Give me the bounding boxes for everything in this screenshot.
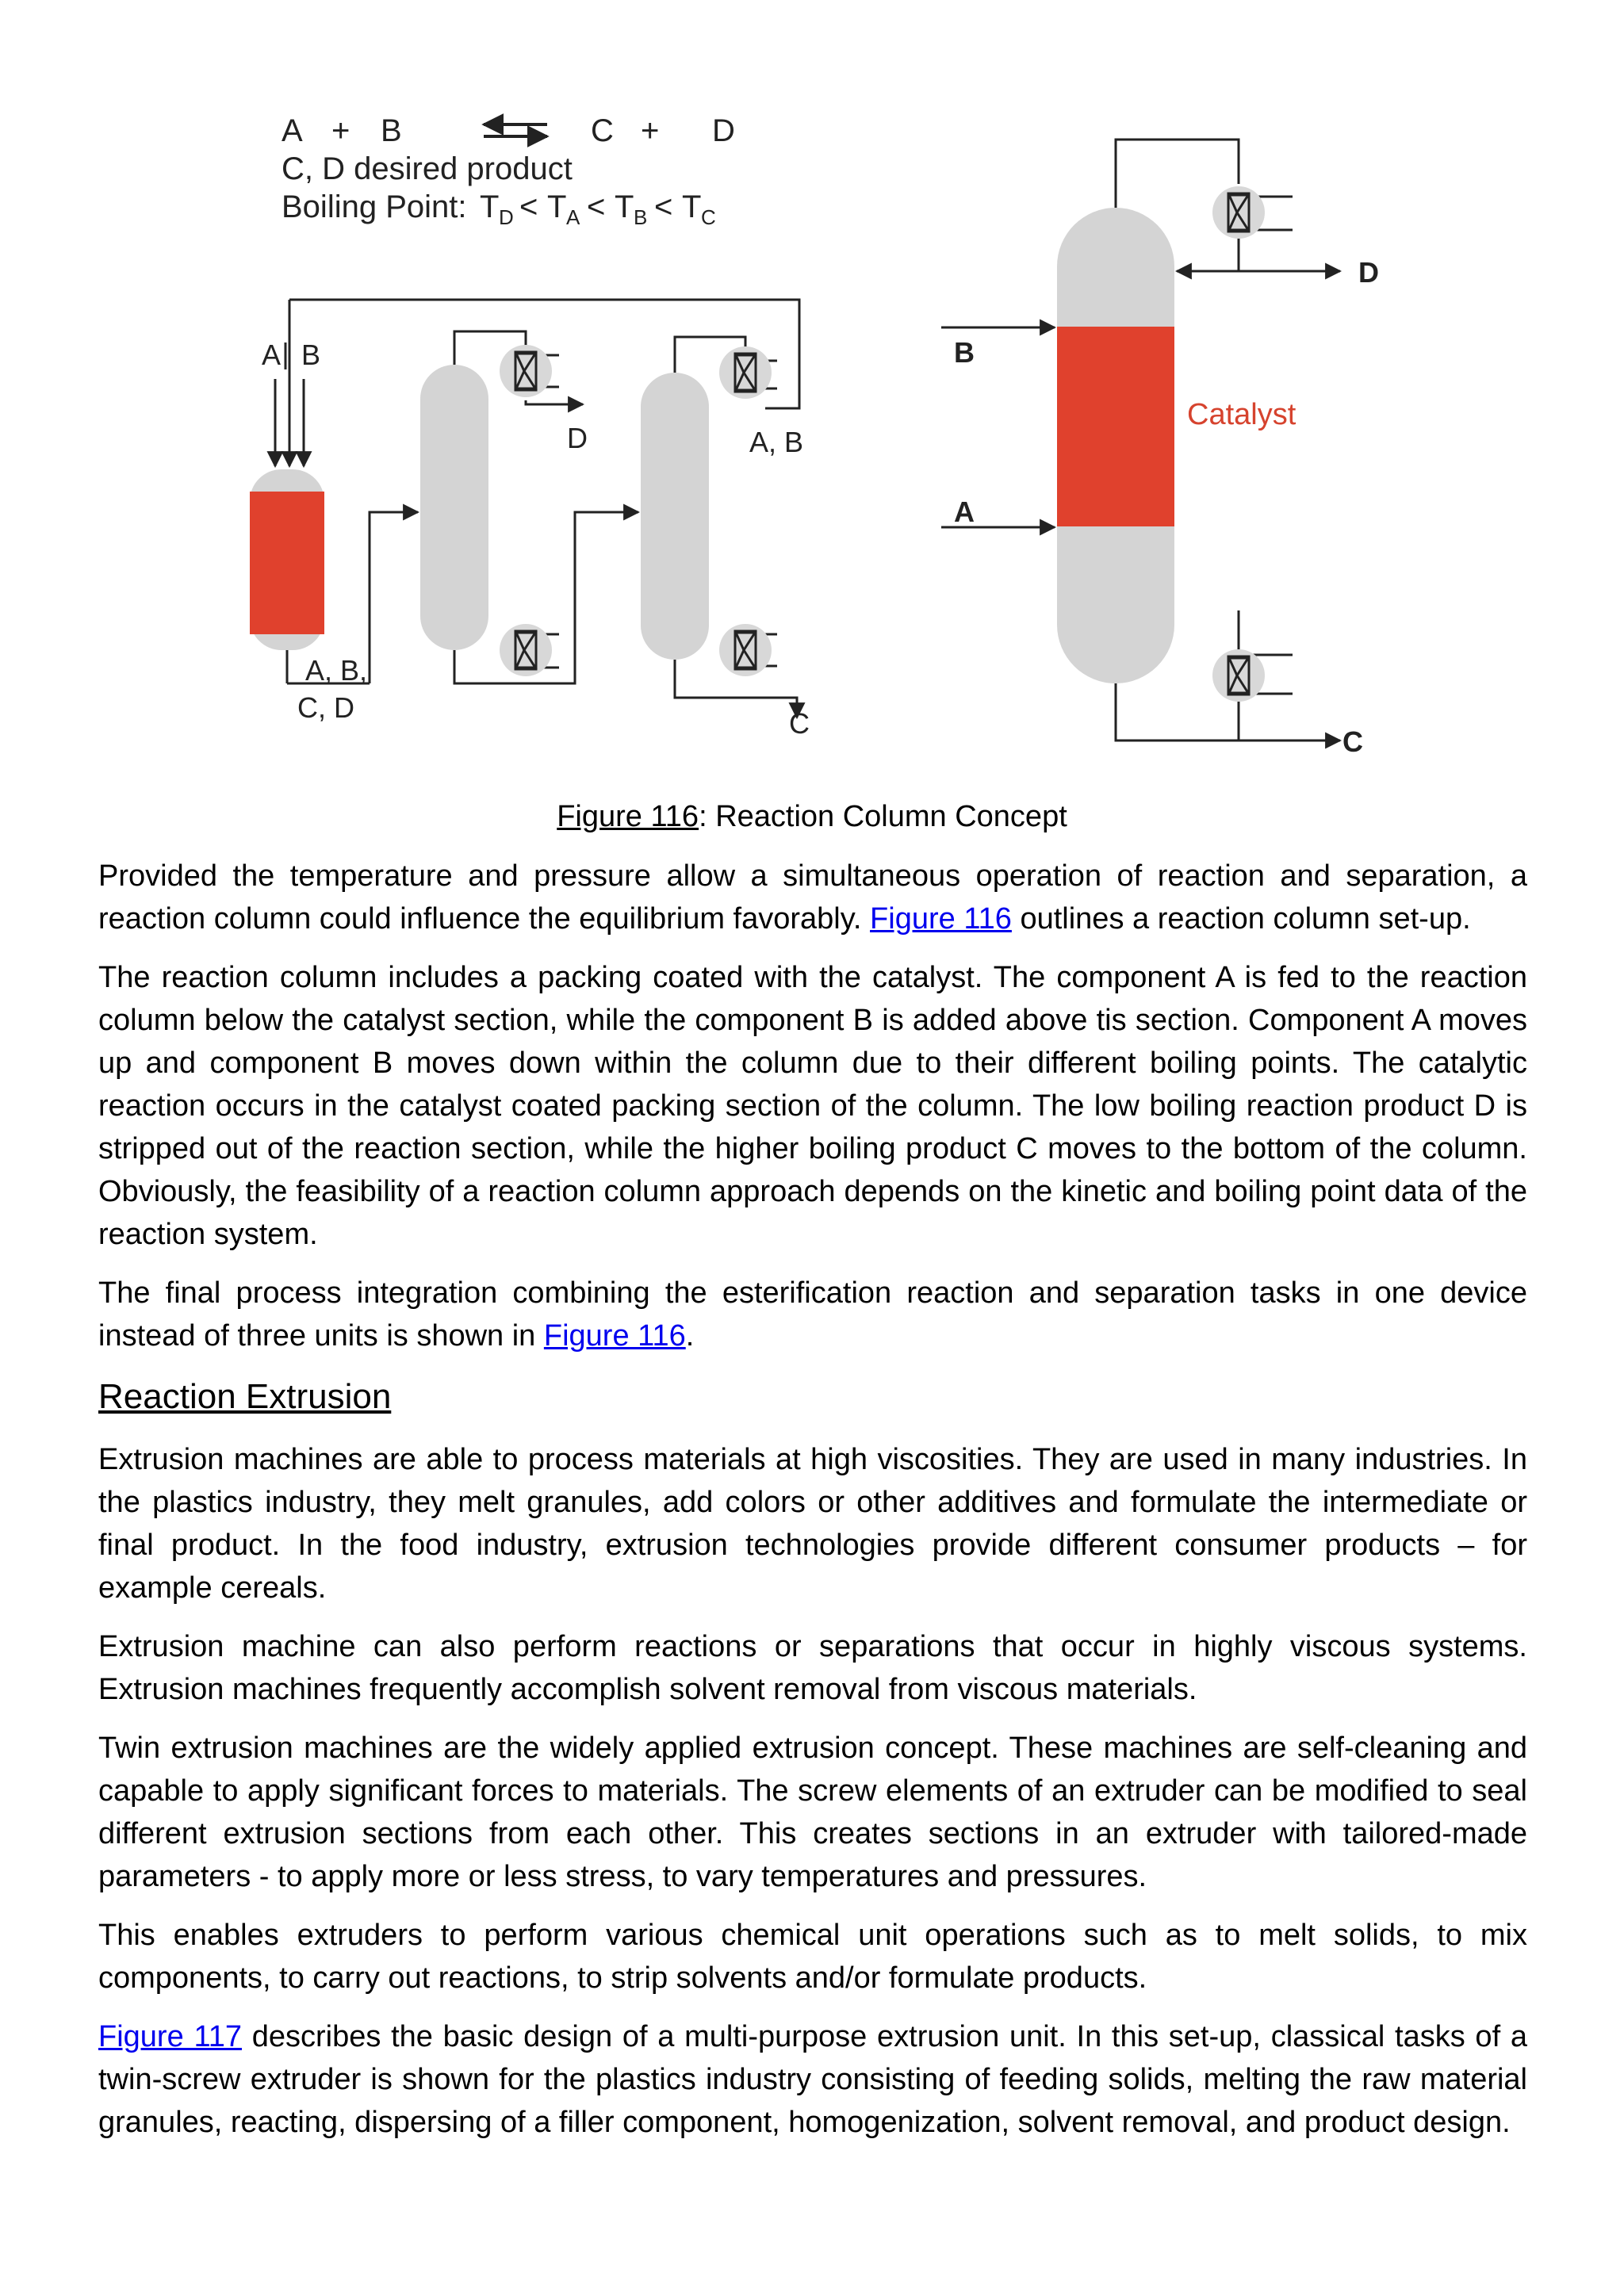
eq-c: C (591, 113, 614, 148)
left-feed-b-label: B (301, 339, 321, 371)
eq-d: D (712, 113, 735, 148)
paragraph-8-text: describes the basic design of a multi-purpose extrusion unit. In this set-up, classical tasks of a twin-screw extruder is shown for the plastics industry consisting of feeding solids, melting the raw material granules, reacting, dispersing of a filler component, homogenization, solvent removal, and product design. (98, 2020, 1527, 2139)
figure-116-link-2[interactable]: Figure 116 (543, 1319, 686, 1353)
col2-bottom-product-label: C (789, 707, 810, 740)
figure-116-diagram (0, 0, 1624, 793)
catalyst-section (1057, 327, 1174, 526)
distillation-column-2 (641, 373, 709, 660)
condenser-3-icon (1212, 186, 1265, 239)
figure-caption (0, 795, 1624, 838)
reboiler-1-icon (500, 624, 552, 676)
paragraph-7: This enables extruders to perform various chemical unit operations such as to melt solids, to mix components, to carry out reactions, to strip solvents and/or formulate products. (98, 1919, 1527, 1995)
reaction-column (1057, 208, 1174, 683)
equilibrium-arrows-icon (484, 124, 547, 136)
desired-product-text: C, D desired product (282, 151, 573, 186)
reactor-out-label-2: C, D (297, 691, 354, 724)
eq-a: A (282, 113, 303, 148)
catalyst-label: Catalyst (1187, 398, 1297, 431)
document-body (98, 855, 1527, 2160)
section-heading-reaction-extrusion: Reaction Extrusion (98, 1377, 392, 1416)
paragraph-6: Twin extrusion machines are the widely applied extrusion concept. These machines are self-cleaning and capable to apply significant forces to materials. The screw elements of an extruder can be modified to seal different extrusion sections from each other. This creates sections in an extruder with tailored-made parameters - to apply more or less stress, to vary temperatures and pressures. (98, 1732, 1527, 1893)
bp-sub-a: A (566, 205, 580, 229)
col2-top-product-label: A, B (749, 426, 804, 458)
right-top-product-label: D (1358, 256, 1379, 289)
paragraph-8 (98, 2015, 1527, 2144)
boiling-point-label: Boiling Point: (282, 189, 467, 224)
paragraph-4: Extrusion machines are able to process materials at high viscosities. They are used in many industries. In the plastics industry, they melt granules, add colors or other additives and formulate the intermediate or final product. In the food industry, extrusion technologies provide different consumer products – for example cereals. (98, 1443, 1527, 1605)
eq-b: B (381, 113, 402, 148)
paragraph-2: The reaction column includes a packing coated with the catalyst. The component A is fed to the reaction column below the catalyst section, while the component B is added above tis section. Component A moves up and component B moves down within the column due to their different boiling points. The catalytic reaction occurs in the catalyst coated packing section of the column. The low boiling reaction product D is stripped out of the reaction section, while the higher boiling product C moves to the bottom of the column. Obviously, the feasibility of a reaction column approach depends on the kinetic and boiling point data of the reaction system. (98, 961, 1527, 1251)
paragraph-3-text: The final process integration combining the esterification reaction and separation tasks in one device instead of three units is shown in (98, 1276, 1527, 1353)
figure-116 (0, 0, 1624, 793)
paragraph-1-text: Provided the temperature and pressure allow a simultaneous operation of reaction and separation, a reaction column could influence the equilibrium favorably. (98, 859, 1527, 936)
eq-plus1: + (331, 113, 350, 148)
bp-t1: T (480, 189, 500, 224)
figure-117-link[interactable]: Figure 117 (98, 2020, 243, 2053)
reactor-out-label-1: A, B, (305, 654, 368, 687)
figure-116-link-1[interactable]: Figure 116 (870, 902, 1012, 936)
bp-t2: T (547, 189, 567, 224)
boiling-point-inequality (480, 189, 716, 229)
right-feed-a-label: A (954, 496, 975, 528)
paragraph-5: Extrusion machine can also perform reactions or separations that occur in highly viscous systems. Extrusion machines frequently accomplish solvent removal from viscous materials. (98, 1630, 1527, 1706)
reactor-vessel (250, 469, 324, 650)
caption-figure-ref: Figure 116 (557, 800, 699, 833)
caption-text: : Reaction Column Concept (699, 800, 1067, 833)
paragraph-1 (98, 855, 1527, 940)
right-bottom-product-label: C (1342, 725, 1363, 758)
paragraph-3 (98, 1272, 1527, 1357)
bp-lt-3: < (654, 189, 673, 224)
left-feed-a-label: A (262, 339, 282, 371)
condenser-2-icon (719, 346, 772, 399)
eq-plus2: + (641, 113, 660, 148)
bp-lt-2: < (587, 189, 606, 224)
paragraph-1-tail: outlines a reaction column set-up. (1011, 902, 1471, 936)
bp-t4: T (682, 189, 702, 224)
paragraph-3-tail: . (685, 1319, 695, 1353)
right-feed-b-label: B (954, 336, 975, 369)
bp-sub-c: C (701, 205, 716, 229)
reboiler-3-icon (1212, 649, 1265, 702)
bp-sub-d: D (499, 205, 514, 229)
condenser-1-icon (500, 345, 552, 397)
reboiler-2-icon (719, 624, 772, 676)
bp-t3: T (615, 189, 634, 224)
bp-sub-b: B (634, 205, 648, 229)
col1-top-product-label: D (567, 422, 588, 454)
bp-lt-1: < (519, 189, 538, 224)
distillation-column-1 (420, 365, 488, 650)
